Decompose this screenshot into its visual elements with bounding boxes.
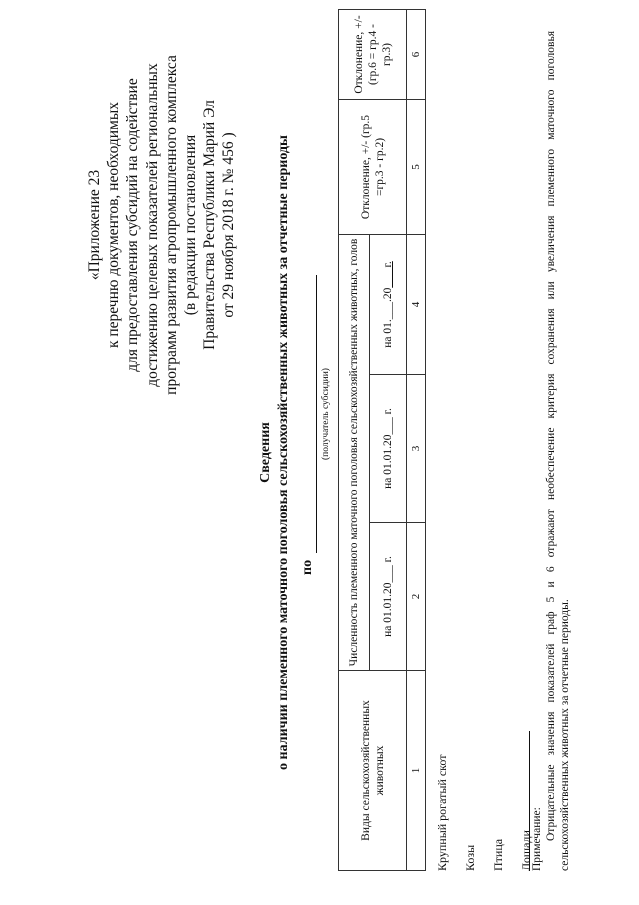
column-number: 5: [407, 100, 426, 235]
species-row: Птица: [491, 838, 505, 871]
recipient-blank-line: [316, 275, 317, 553]
appendix-line: Правительства Республики Марий Эл: [201, 100, 219, 350]
header-count: Численность племенного маточного поголовья сельскохозяйственных животных, голов: [339, 235, 370, 671]
column-number: 2: [407, 523, 426, 671]
header-species: Виды сельскохозяйственных животных: [339, 671, 407, 871]
appendix-line: к перечню документов, необходимых: [105, 101, 123, 349]
species-row: Крупный рогатый скот: [435, 754, 449, 871]
date3-prefix: на 01.: [382, 319, 394, 348]
appendix-line: программ развития агропромышленного комплекса: [162, 55, 180, 395]
column-number: 1: [407, 671, 426, 871]
date3-suffix: ___ г.: [382, 261, 394, 288]
document-subtitle: о наличии племенного маточного поголовья сельскохозяйственных животных за отчетные периоды: [276, 135, 291, 770]
document-title: Сведения: [258, 422, 273, 483]
livestock-table: [338, 9, 426, 871]
header-deviation-2: Отклонение, +/- (гр.6 = гр.4 - гр.3): [339, 10, 407, 100]
header-date-2: на 01.01.20___ г.: [370, 375, 407, 523]
column-number: 4: [407, 235, 426, 375]
date3-mid: ___.20: [382, 287, 394, 320]
note-text: Отрицательные значения показателей граф 5 и 6 отражают необеспечение критерия сохранения или увеличения племенного маточного поголовья сельскохозяйственных животных за отчетные периоды.: [545, 31, 571, 871]
recipient-field: [300, 275, 330, 575]
column-number: 3: [407, 375, 426, 523]
appendix-line: для предоставления субсидий на содействие: [124, 78, 142, 372]
appendix-line: «Приложение 23: [86, 169, 103, 281]
header-deviation-1: Отклонение, +/- (гр.5 =гр.3 - гр.2): [339, 100, 407, 235]
note-label: Примечание:: [531, 807, 543, 871]
appendix-block: [85, 5, 239, 445]
header-date-1: на 01.01.20___ г.: [370, 523, 407, 671]
appendix-date-line: от 29 ноября 2018 г. № 456 ): [220, 132, 238, 318]
po-label: по: [300, 559, 315, 575]
appendix-line: достижению целевых показателей региональных: [143, 63, 161, 387]
species-row: Лошади: [519, 830, 533, 871]
column-number: 6: [407, 10, 426, 100]
appendix-line: (в редакции постановления: [182, 134, 200, 316]
species-list: [428, 571, 540, 871]
note-block: [530, 31, 572, 871]
recipient-caption: (получатель субсидии): [321, 368, 331, 460]
species-row: Козы: [463, 844, 477, 871]
header-date-3: [370, 235, 407, 375]
